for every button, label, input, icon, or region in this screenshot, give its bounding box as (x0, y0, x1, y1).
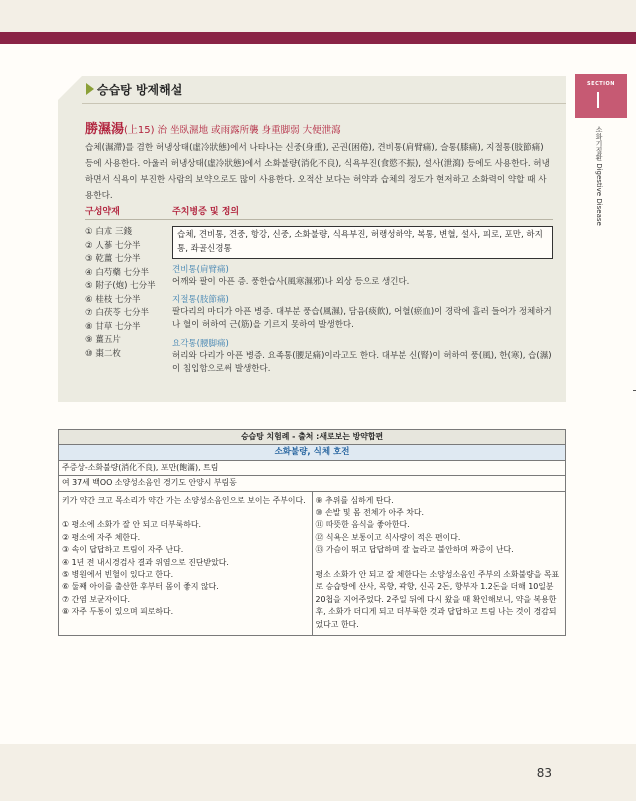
herb-item: ⑧ 甘草 七分半 (85, 321, 141, 332)
case-table-subheader: 소화불량, 식체 호전 (59, 445, 566, 460)
patient-info: 여 37세 백OO 소양성소음인 경기도 안양시 부림동 (59, 476, 566, 491)
herb-item: ④ 白芍藥 七分半 (85, 267, 150, 278)
definition-term: 견비통(肩臂痛) (172, 265, 229, 275)
section-tab (575, 74, 627, 118)
definition-term: 지절통(肢節痛) (172, 295, 229, 305)
conditions-label: 주치병증 및 정의 (172, 207, 240, 217)
herb-item: ⑥ 桂枝 七分半 (85, 294, 141, 305)
chevron-right-icon (86, 83, 94, 95)
symptom-item: ⑤ 병원에서 빈혈이 있다고 한다. (62, 570, 174, 580)
definition-text: 어깨와 팔이 아픈 증. 풍한습사(風寒濕邪)나 외상 등으로 생긴다. (172, 277, 410, 287)
box-title: 승습탕 방제해설 (97, 83, 183, 97)
symptom-item: ⑪ 따뜻한 음식을 좋아한다. (315, 520, 410, 530)
symptom-item: ⑨ 추위를 심하게 탄다. (315, 495, 394, 505)
definition-text: 허리와 다리가 아픈 병증. 요족통(腰足痛)이라고도 한다. 대부분 신(腎)이 허하여 풍(風), 한(寒), 습(濕)이 침입함으로써 발생한다. (172, 351, 552, 374)
herb-item: ⑩ 棗二枚 (85, 348, 121, 359)
herb-item: ③ 乾薑 七分半 (85, 254, 141, 264)
herb-item: ① 白朮 三錢 (85, 227, 133, 237)
symptom-item: ⑩ 손발 및 몸 전체가 아주 차다. (315, 508, 424, 518)
herb-item: ② 人蔘 七分半 (85, 240, 141, 251)
title-rule (82, 103, 566, 104)
symptom-item: ⑥ 둘째 아이를 출산한 후부터 몸이 좋지 않다. (62, 582, 219, 592)
symptom-item: ⑧ 자주 두통이 있으며 피로하다. (62, 607, 174, 617)
symptom-item: ⑬ 가슴이 뛰고 답답하며 잘 놀라고 불안하며 짜증이 난다. (315, 545, 514, 555)
corner-fold (58, 76, 82, 100)
chief-complaint: 주증상-소화불량(消化不良), 포만(飽滿), 트림 (59, 460, 566, 475)
symptom-item: ② 평소에 자주 체한다. (62, 532, 141, 542)
formula-description: 습체(濕滯)를 겸한 허냉상태(虛冷狀態)에서 나타나는 신중(身重), 곤권(困倦), 견비통(肩臂痛), 슬통(膝痛), 지절통(肢節痛) 등에 사용한다. 아울러 허냉상태(虛冷狀態)에서 소화불량(消化不良), 식욕부진(食慾不振), 설사(泄瀉) 등에도 사용한다. 허냉하면서 식욕이 부진한 사람의 보약으로도 많이 사용한다. 오적산 보다는 허약과 습체의 정도가 현저하고 소화력이 약할 때 사용한다. (85, 143, 550, 201)
top-band (0, 0, 636, 32)
formula-source: (上15) (124, 125, 155, 136)
conditions-box: 습체, 견비통, 견중, 항강, 신중, 소화불량, 식욕부진, 허랭성하약, 복통, 변혈, 설사, 피로, 포만, 하지통, 좌골신경통 (172, 226, 553, 259)
formula-explanation-box (58, 76, 566, 402)
label-divider (85, 219, 553, 220)
page-number: 83 (536, 766, 552, 780)
case-left-column (59, 491, 313, 635)
herb-item: ⑦ 白茯苓 七分半 (85, 308, 150, 318)
symptom-item: ⑦ 간염 보균자이다. (62, 594, 130, 604)
symptom-item: ④ 1년 전 내시경검사 결과 위염으로 진단받았다. (62, 557, 229, 567)
section-tab-number-bar (597, 92, 599, 108)
symptom-item: ③ 속이 답답하고 트림이 자주 난다. (62, 545, 184, 555)
herb-item: ⑨ 薑五片 (85, 335, 121, 345)
section-tab-label: SECTION (587, 81, 615, 87)
case-study-table (58, 429, 566, 636)
section-vertical-label: 소화기질환 Digestive Disease (595, 126, 603, 226)
formula-name: 勝濕湯 (85, 122, 125, 137)
header-stripe (0, 32, 636, 44)
case-result: 평소 소화가 안 되고 잘 체한다는 소양성소음인 주부의 소화불량을 목표로 승습탕에 산사, 목향, 곽향, 신곡 2돈, 향부자 1.2돈을 더해 10일분 20첩을 지어주었다. 2주일 뒤에 다시 왔을 때 확인해보니, 약을 복용한 후, 소화가 더디게 되고 더부룩한 것과 답답하고 트림 나는 것이 경감되었다고 한다. (315, 570, 560, 629)
definition-term: 요각통(腰脚痛) (172, 339, 229, 349)
formula-heading (85, 118, 341, 137)
definition-text: 팔다리의 마디가 아픈 병증. 대부분 풍습(風濕), 담음(痰飮), 어혈(瘀血)이 경락에 흘러 들어가 정체하거나 혈이 허하여 근(筋)을 기르지 못하여 발생한다. (172, 307, 552, 330)
box-header (58, 76, 566, 102)
case-intro: 키가 약간 크고 목소리가 약간 가는 소양성소음인으로 보이는 주부이다. (62, 495, 306, 505)
formula-indication: 治 坐臥濕地 或雨露所襲 身重脚弱 大便泄瀉 (157, 125, 341, 136)
herb-item: ⑤ 附子(炮) 七分半 (85, 281, 156, 291)
herbs-label: 구성약재 (85, 207, 120, 217)
case-table-header: 승습탕 치험례 - 출처 :새로보는 방약합편 (59, 430, 566, 445)
symptom-item: ① 평소에 소화가 잘 안 되고 더부룩하다. (62, 520, 201, 530)
herb-list (85, 226, 156, 361)
symptom-item: ⑫ 식욕은 보통이고 식사량이 적은 편이다. (315, 532, 461, 542)
case-right-column (312, 491, 566, 635)
